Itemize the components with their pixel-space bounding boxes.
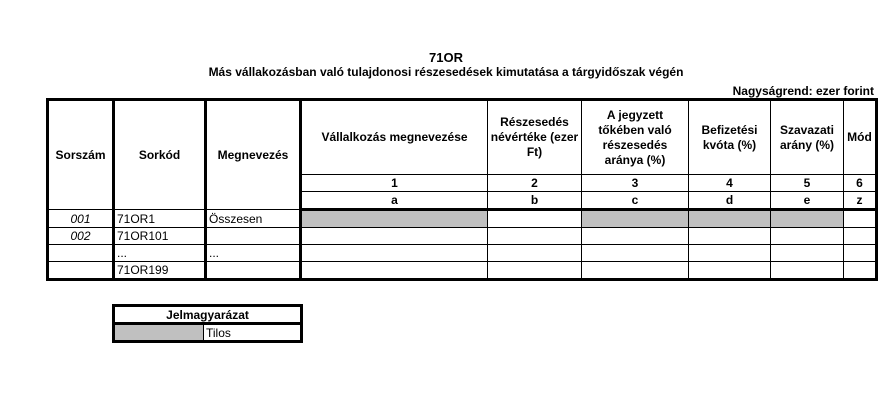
forbidden-cell [689, 210, 771, 228]
col-number: 4 [689, 175, 771, 192]
unit-label: Nagyságrend: ezer forint [732, 84, 874, 98]
input-cell[interactable] [488, 228, 582, 245]
input-cell[interactable] [689, 228, 771, 245]
table-row [48, 245, 877, 262]
input-cell[interactable] [844, 245, 877, 262]
input-cell[interactable] [488, 262, 582, 280]
col-letter: c [582, 192, 689, 210]
forbidden-cell [301, 210, 488, 228]
forbidden-cell [771, 210, 844, 228]
row-name: Összesen [206, 210, 301, 228]
input-cell[interactable] [301, 228, 488, 245]
title-block [0, 50, 892, 80]
header-name: Megnevezés [206, 100, 301, 210]
input-cell[interactable] [771, 262, 844, 280]
input-cell[interactable] [844, 210, 877, 228]
header-row [48, 100, 877, 175]
header-row-code: Sorkód [114, 100, 206, 210]
row-name [206, 228, 301, 245]
row-serial: 002 [48, 228, 114, 245]
row-serial [48, 245, 114, 262]
input-cell[interactable] [689, 245, 771, 262]
table-row [48, 262, 877, 280]
row-code: 71OR1 [114, 210, 206, 228]
input-cell[interactable] [488, 245, 582, 262]
form-title: Más vállakozásban való tulajdonosi részesedések kimutatása a tárgyidőszak végén [208, 65, 684, 79]
table-row [48, 228, 877, 245]
holdings-table [46, 98, 878, 281]
col-number: 5 [771, 175, 844, 192]
row-code: 71OR101 [114, 228, 206, 245]
row-serial: 001 [48, 210, 114, 228]
forbidden-cell [582, 210, 689, 228]
col-letter: e [771, 192, 844, 210]
legend-title: Jelmagyarázat [114, 306, 302, 324]
col-number: 2 [488, 175, 582, 192]
row-name [206, 262, 301, 280]
row-code: 71OR199 [114, 262, 206, 280]
input-cell[interactable] [844, 262, 877, 280]
legend-label: Tilos [204, 324, 302, 342]
col-letter: b [488, 192, 582, 210]
input-cell[interactable] [689, 262, 771, 280]
col-letter: z [844, 192, 877, 210]
input-cell[interactable] [301, 245, 488, 262]
form-code: 71OR [429, 50, 463, 65]
input-cell[interactable] [844, 228, 877, 245]
header-company: Vállalkozás megnevezése [301, 100, 488, 175]
input-cell[interactable] [582, 245, 689, 262]
col-number: 6 [844, 175, 877, 192]
header-mod: Mód [844, 100, 877, 175]
input-cell[interactable] [582, 262, 689, 280]
input-cell[interactable] [771, 245, 844, 262]
input-cell[interactable] [488, 210, 582, 228]
header-serial: Sorszám [48, 100, 114, 210]
row-serial [48, 262, 114, 280]
header-paid: Befizetési kvóta (%) [689, 100, 771, 175]
col-number: 1 [301, 175, 488, 192]
col-number: 3 [582, 175, 689, 192]
col-letter: a [301, 192, 488, 210]
row-code: ... [114, 245, 206, 262]
row-name: ... [206, 245, 301, 262]
header-share: A jegyzett tőkében való részesedés aránya (%) [582, 100, 689, 175]
input-cell[interactable] [771, 228, 844, 245]
legend-swatch [114, 324, 204, 342]
header-voting: Szavazati arány (%) [771, 100, 844, 175]
header-nominal: Részesedés névértéke (ezer Ft) [488, 100, 582, 175]
input-cell[interactable] [301, 262, 488, 280]
table-row [48, 210, 877, 228]
col-letter: d [689, 192, 771, 210]
legend [112, 304, 303, 343]
input-cell[interactable] [582, 228, 689, 245]
